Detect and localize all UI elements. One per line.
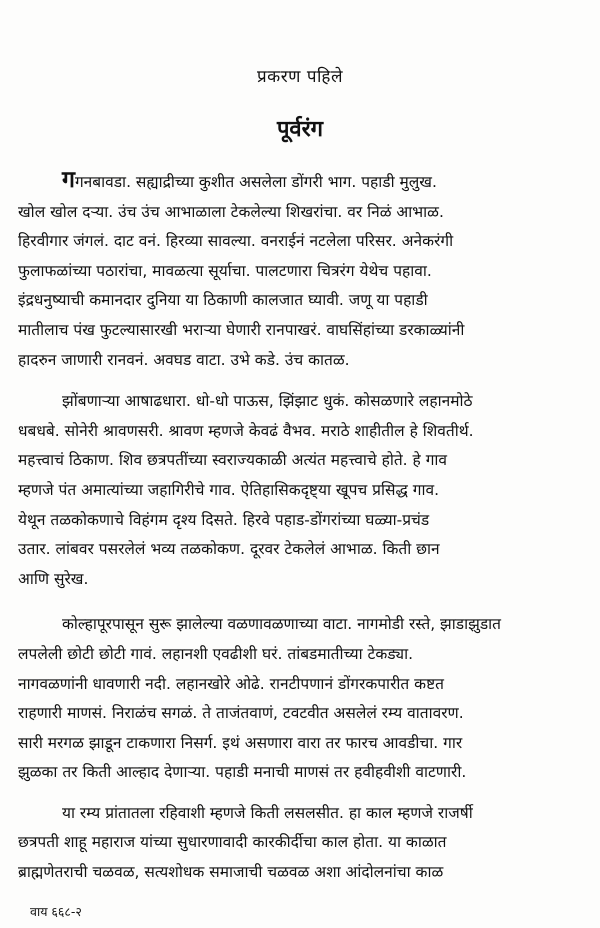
paragraph-4 xyxy=(18,799,592,888)
text-line: ब्राह्मणेतराची चळवळ, सत्यशोधक समाजाची चळवळ अशा आंदोलनांचा काळ xyxy=(18,863,444,882)
page-footer-code: वाय ६६८-२ xyxy=(30,904,82,919)
chapter-label: प्रकरण पहिले xyxy=(257,67,343,87)
paragraph-3 xyxy=(18,610,592,788)
text-line: लपलेली छोटी छोटी गावं. लहानशी एवढीशी घरं. तांबडमातीच्या टेकड्या. xyxy=(18,644,414,663)
text-line: नागवळणांनी धावणारी नदी. लहानखोरे ओढे. रानटीपणानं डोंगरकपारीत कष्टत xyxy=(18,674,444,693)
text-line: येथून तळकोकणाचे विहंगम दृश्य दिसते. हिरवे पहाड-डोंगरांच्या घळ्या-प्रचंड xyxy=(18,510,430,529)
text-line: गगनबावडा. सह्याद्रीच्या कुशीत असलेला डोंगरी भाग. पहाडी मुलुख. xyxy=(62,168,437,193)
text-line: सारी मरगळ झाडून टाकणारा निसर्ग. इथं असणारा वारा तर फारच आवडीचा. गार xyxy=(18,733,463,752)
paragraph-1 xyxy=(18,168,592,375)
text-line: फुलाफळांच्या पठारांचा, मावळत्या सूर्याचा. पालटणारा चित्ररंग येथेच पहावा. xyxy=(18,261,432,280)
body-text xyxy=(18,168,592,888)
drop-cap: ग xyxy=(62,168,75,193)
text-line: उतार. लांबवर पसरलेलं भव्य तळकोकण. दूरवर टेकलेलं आभाळ. किती छान xyxy=(18,540,440,559)
text-line: मातीलाच पंख फुटल्यासारखी भराऱ्या घेणारी रानपाखरं. वाघसिंहांच्या डरकाळ्यांनी xyxy=(18,320,465,339)
text-line: आणि सुरेख. xyxy=(18,569,89,588)
chapter-title: पूर्वरंग xyxy=(276,117,324,142)
text-line: राहणारी माणसं. निराळंच सगळं. ते ताजंतवाणं, टवटवीत असलेलं रम्य वातावरण. xyxy=(18,704,464,723)
text-line: झोंबणाऱ्या आषाढधारा. धो-धो पाऊस, झिंझाट धुकं. कोसळणारे लहानमोठे xyxy=(62,392,473,411)
text-line: या रम्य प्रांतातला रहिवाशी म्हणजे किती लसलसीत. हा काल म्हणजे राजर्षी xyxy=(62,803,473,822)
text-line: कोल्हापूरपासून सुरू झालेल्या वळणावळणाच्या वाटा. नागमोडी रस्ते, झाडाझुडात xyxy=(62,615,501,634)
text-line: महत्त्वाचं ठिकाण. शिव छत्रपतींच्या स्वराज्यकाळी अत्यंत महत्त्वाचे होते. हे गाव xyxy=(18,451,448,470)
text-line: खोल खोल दऱ्या. उंच उंच आभाळाला टेकलेल्या शिखरांचा. वर निळं आभाळ. xyxy=(18,202,444,221)
paragraph-2 xyxy=(18,387,592,594)
text-line: म्हणजे पंत अमात्यांच्या जहागिरीचे गाव. ऐतिहासिकदृष्ट्या खूपच प्रसिद्ध गाव. xyxy=(18,480,440,499)
text-line: धबधबे. सोनेरी श्रावणसरी. श्रावण म्हणजे केवढं वैभव. मराठे शाहीतील हे शिवतीर्थ. xyxy=(18,421,474,440)
text-line: झुळका तर किती आल्हाद देणाऱ्या. पहाडी मनाची माणसं तर हवीहवीशी वाटणारी. xyxy=(18,763,467,782)
text-line: इंद्रधनुष्याची कमानदार दुनिया या ठिकाणी कालजात घ्यावी. जणू या पहाडी xyxy=(18,291,428,310)
text-line: छत्रपती शाहू महाराज यांच्या सुधारणावादी कारकीर्दीचा काल होता. या काळात xyxy=(18,833,447,852)
text-line: हिरवीगार जंगलं. दाट वनं. हिरव्या सावल्या. वनराईनं नटलेला परिसर. अनेकरंगी xyxy=(18,232,454,251)
text-line: हादरुन जाणारी रानवनं. अवघड वाटा. उभे कडे. उंच कातळ. xyxy=(18,350,350,369)
